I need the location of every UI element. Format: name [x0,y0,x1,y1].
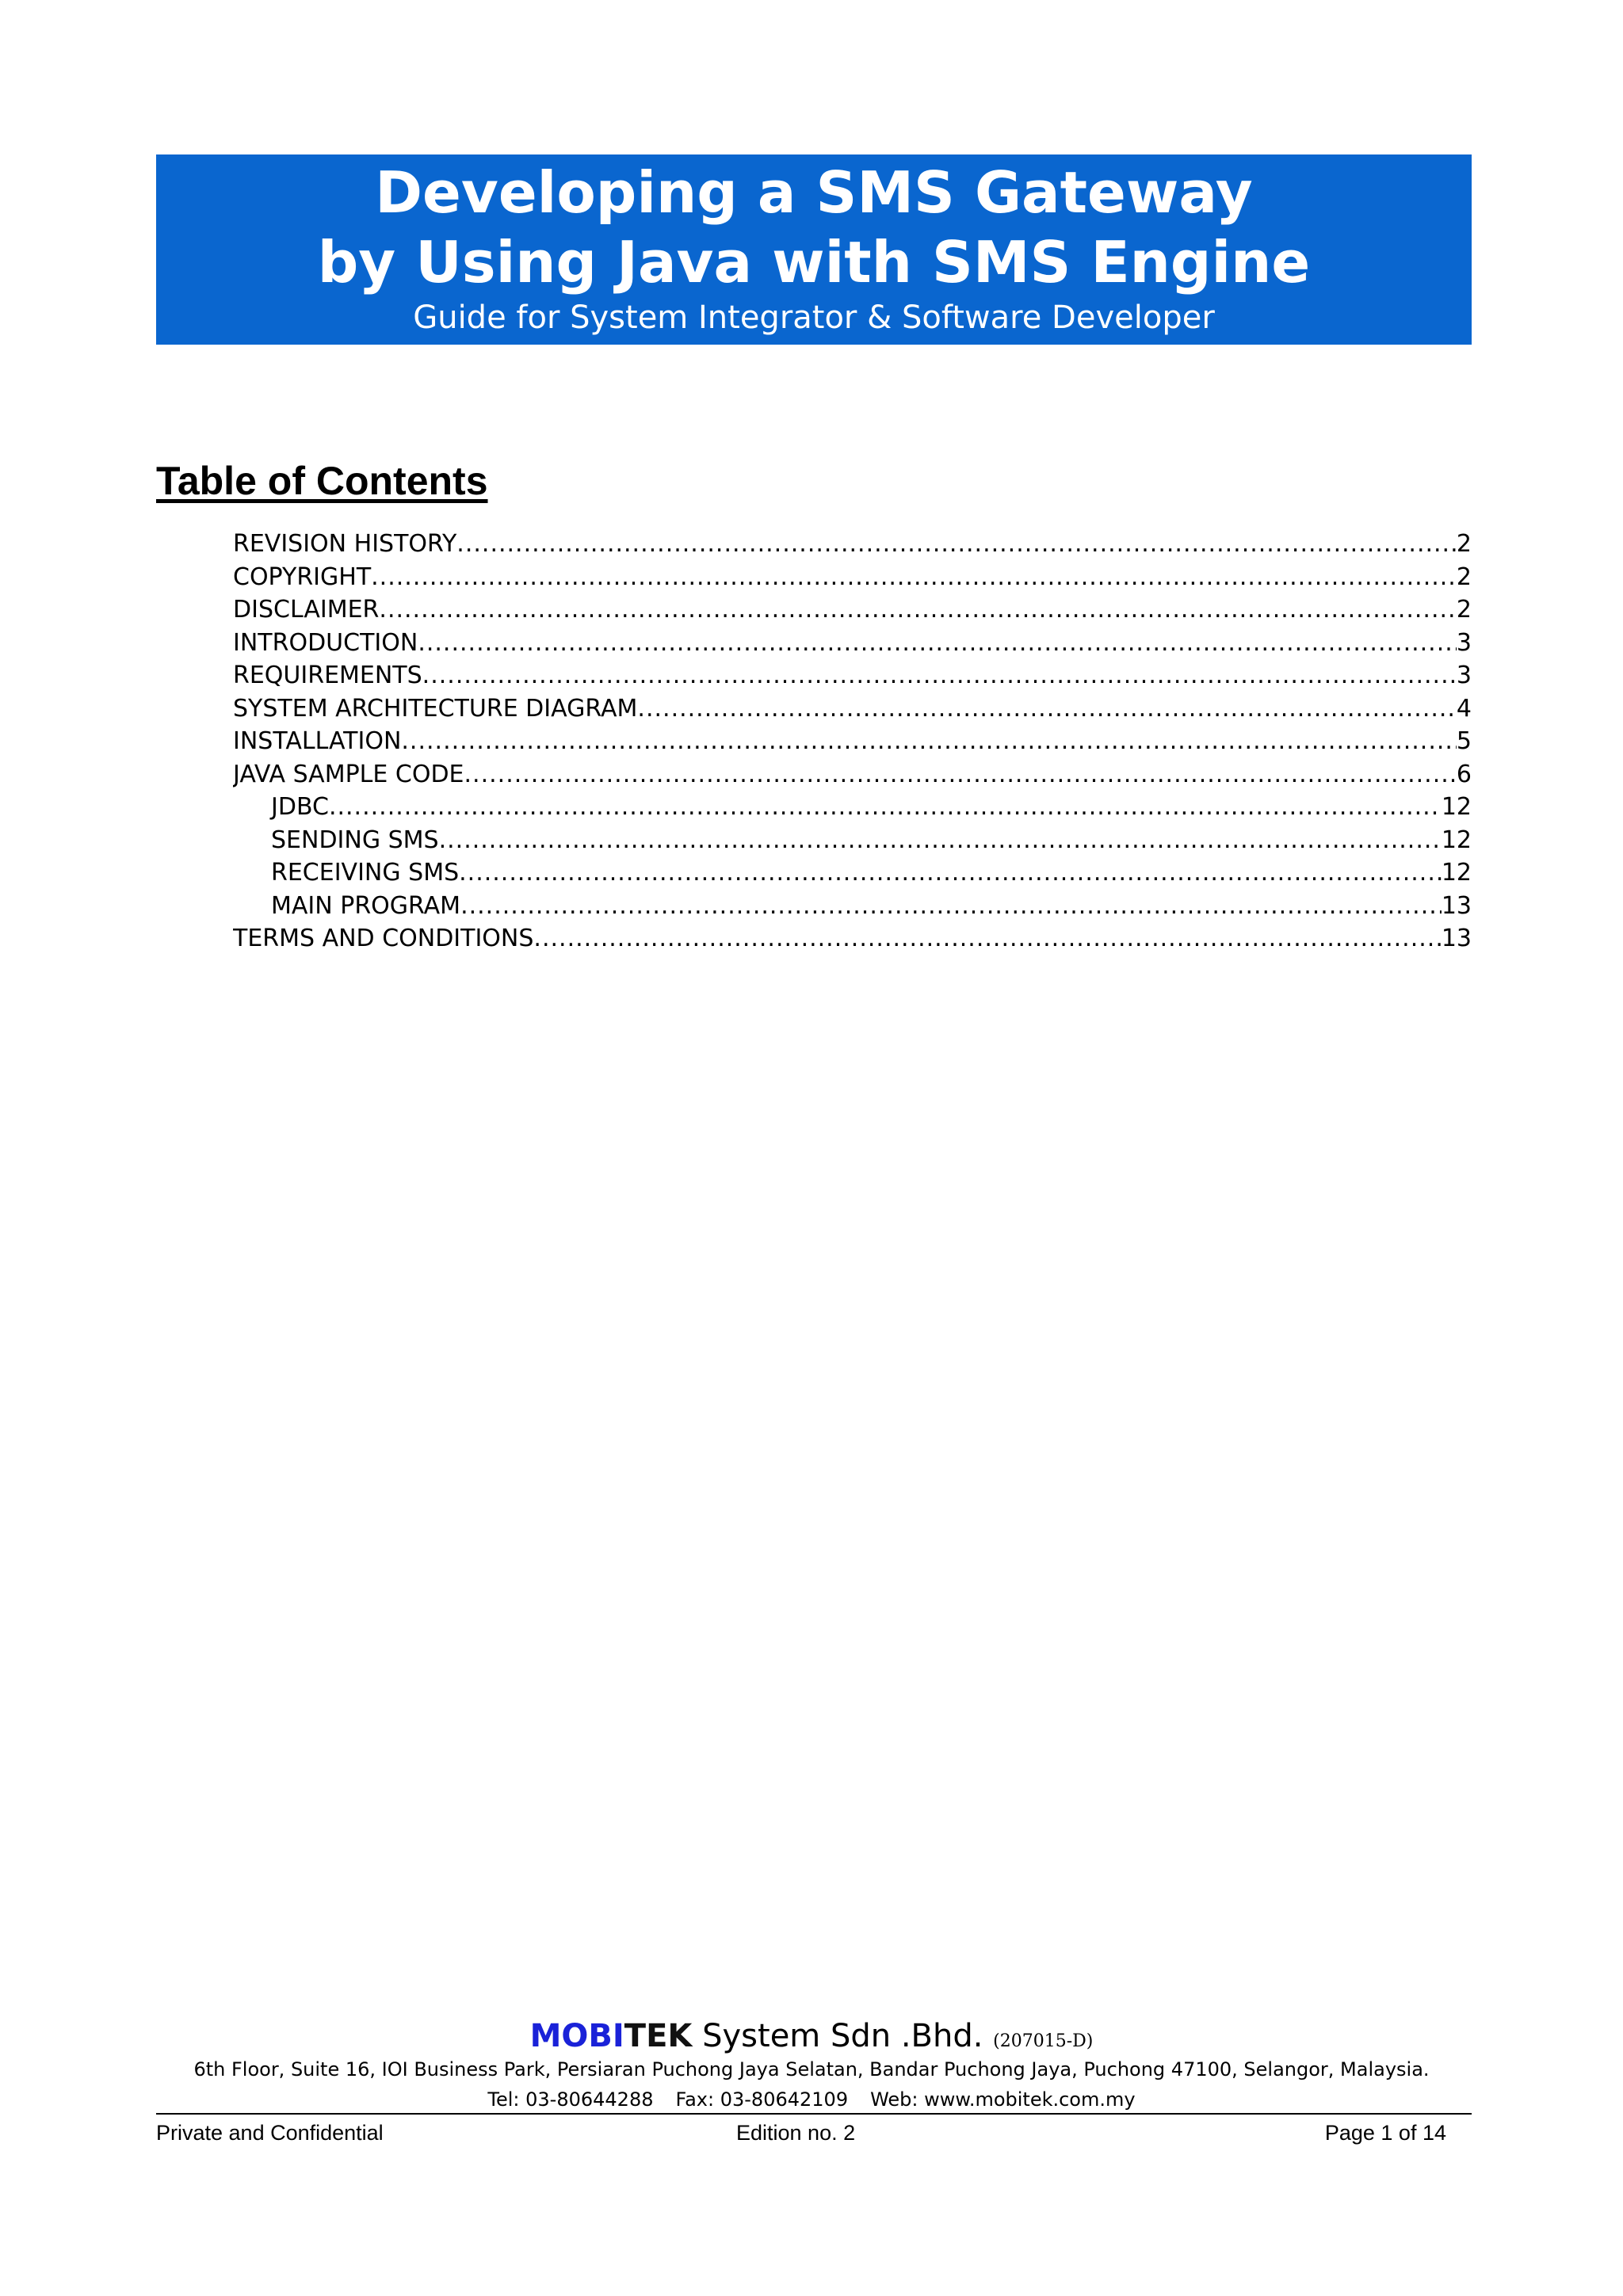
toc-entry[interactable] [233,528,1472,561]
contact-fax: Fax: 03-80642109 [675,2088,849,2111]
document-title-line2: by Using Java with SMS Engine [317,229,1311,296]
toc-entry-page: 2 [1456,530,1472,558]
toc-dot-leader [422,659,1457,692]
toc-entry-title: SENDING SMS [271,826,439,854]
toc-entry[interactable] [233,627,1472,660]
toc-heading: Table of Contents [156,459,488,503]
company-contact [0,2087,1623,2112]
toc-dot-leader [456,528,1457,561]
toc-entry[interactable] [233,890,1472,923]
toc-entry-page: 5 [1456,727,1472,755]
toc-entry-page: 13 [1441,925,1472,952]
toc-dot-leader [379,593,1457,627]
toc-dot-leader [637,692,1456,726]
toc-dot-leader [533,922,1441,955]
toc-entry-page: 2 [1456,563,1472,591]
toc-entry-title: MAIN PROGRAM [271,891,461,920]
toc-dot-leader [401,725,1457,758]
table-of-contents [233,528,1472,955]
contact-tel: Tel: 03-80644288 [487,2088,654,2111]
toc-entry-title: SYSTEM ARCHITECTURE DIAGRAM [233,694,638,723]
company-registration: (207015-D) [993,2031,1094,2051]
toc-entry[interactable] [233,692,1472,726]
toc-entry-page: 3 [1456,628,1472,657]
toc-entry-title: RECEIVING SMS [271,859,460,887]
toc-entry-title: TERMS AND CONDITIONS [233,925,534,952]
toc-entry-title: REQUIREMENTS [233,662,422,689]
toc-entry-page: 3 [1456,662,1472,689]
toc-entry-title: JDBC [271,793,329,821]
brand-mobi: MOBI [529,2018,624,2054]
toc-entry-title: INTRODUCTION [233,628,418,657]
edition-label: Edition no. 2 [736,2121,856,2145]
toc-entry[interactable] [233,593,1472,627]
toc-dot-leader [460,890,1442,923]
toc-entry[interactable] [233,824,1472,857]
toc-entry-page: 13 [1441,891,1472,920]
toc-dot-leader [418,627,1457,660]
page-number: Page 1 of 14 [1324,2121,1446,2145]
brand-tek: TEK [624,2018,693,2054]
toc-entry-page: 12 [1441,793,1472,821]
toc-entry[interactable] [233,659,1472,692]
company-name [0,2016,1623,2061]
toc-entry[interactable] [233,725,1472,758]
confidential-label: Private and Confidential [156,2121,384,2145]
document-subtitle: Guide for System Integrator & Software Developer [413,299,1215,336]
title-banner [156,154,1472,345]
toc-entry-page: 6 [1456,760,1472,788]
toc-dot-leader [329,791,1442,824]
toc-entry-title: INSTALLATION [233,727,402,755]
document-title-line1: Developing a SMS Gateway [375,159,1253,226]
company-address: 6th Floor, Suite 16, IOI Business Park, Persiaran Puchong Jaya Selatan, Bandar Puchong Jaya, Puchong 47100, Selangor, Malaysia. [193,2058,1430,2081]
toc-entry-title: COPYRIGHT [233,563,372,591]
toc-entry-title: JAVA SAMPLE CODE [233,760,464,788]
toc-entry[interactable] [233,791,1472,824]
toc-entry-page: 4 [1456,694,1472,723]
toc-entry[interactable] [233,856,1472,890]
page-footer [156,2117,1446,2149]
toc-entry-page: 12 [1441,826,1472,854]
toc-dot-leader [439,824,1442,857]
toc-entry-title: DISCLAIMER [233,596,380,624]
toc-entry[interactable] [233,922,1472,955]
toc-dot-leader [371,561,1457,594]
toc-entry-page: 12 [1441,859,1472,887]
toc-entry-page: 2 [1456,596,1472,624]
toc-entry[interactable] [233,561,1472,594]
toc-entry[interactable] [233,758,1472,791]
footer-divider [156,2113,1472,2115]
toc-entry-title: REVISION HISTORY [233,530,457,558]
toc-dot-leader [459,856,1442,890]
company-suffix: System Sdn .Bhd. [702,2018,983,2054]
contact-web: Web: www.mobitek.com.my [870,2088,1136,2111]
toc-dot-leader [464,758,1457,791]
